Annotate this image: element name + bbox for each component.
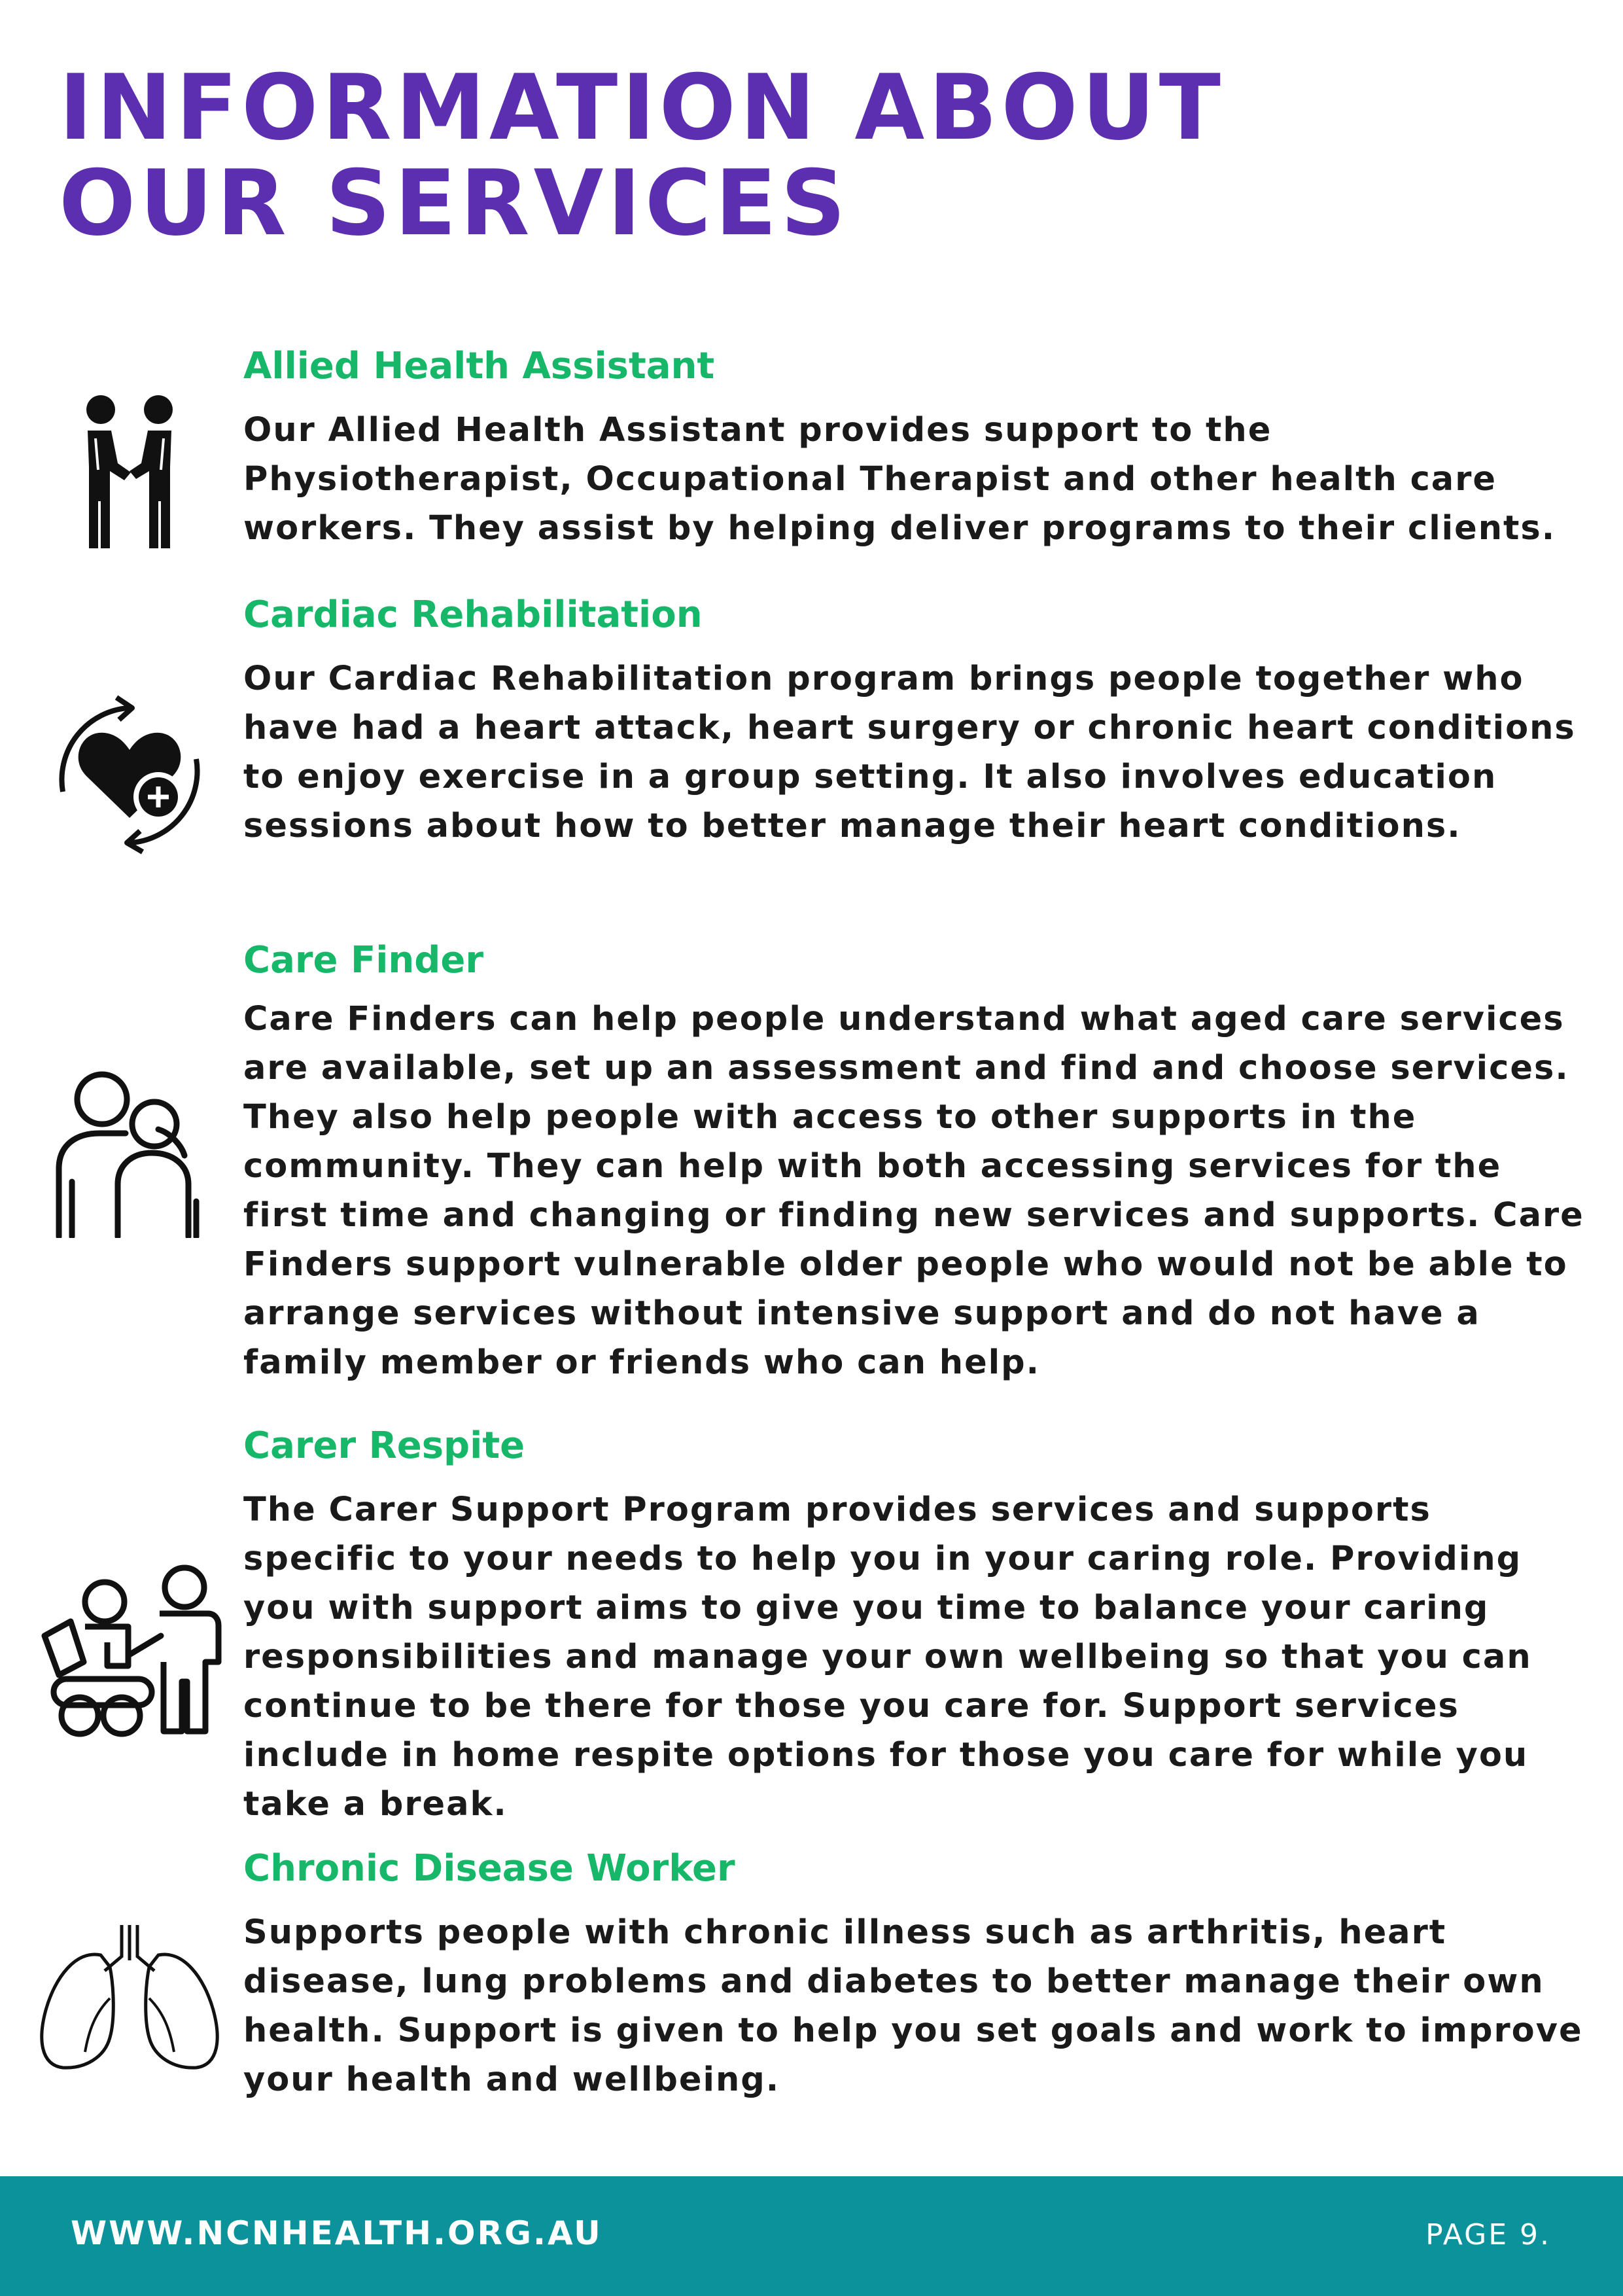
heart-plus-cycle-icon (43, 680, 216, 866)
service-heading: Chronic Disease Worker (243, 1847, 735, 1890)
service-heading: Carer Respite (243, 1424, 525, 1467)
service-description: Care Finders can help people understand what aged care services are available, set up an assessment and find and choose services. They also help people with access to other supports in the community. They can help with both accessing services for the first time and changing or finding new services and supports. Care Finders support vulnerable older people who would not be able to arrange services without intensive support and do not have a family member or friends who can help. (243, 1000, 1584, 1382)
service-heading: Cardiac Rehabilitation (243, 593, 703, 636)
carer-wheelchair-icon (39, 1564, 225, 1740)
two-people-support-icon (54, 1070, 204, 1238)
website-link[interactable]: WWW.NCNHEALTH.ORG.AU (71, 2214, 602, 2252)
lungs-icon (37, 1921, 222, 2073)
service-description: Our Cardiac Rehabilitation program brings people together who have had a heart attack, heart surgery or chronic heart conditions to enjoy exercise in a group setting. It also involves education sessions about how to better manage their heart conditions. (243, 660, 1576, 845)
handshake-people-icon (73, 391, 188, 554)
page-title-line-2: OUR SERVICES (59, 150, 850, 256)
service-heading: Allied Health Assistant (243, 345, 715, 387)
service-description: Our Allied Health Assistant provides support to the Physiotherapist, Occupational Therapist and other health care workers. They assist by helping deliver programs to their clients. (243, 411, 1556, 548)
page-title (59, 55, 1225, 256)
service-heading: Care Finder (243, 939, 483, 981)
service-description: Supports people with chronic illness such as arthritis, heart disease, lung problems and diabetes to better manage their own health. Support is given to help you set goals and work to improve your health and wellbeing. (243, 1913, 1583, 2099)
page-title-line-1: INFORMATION ABOUT (59, 55, 1225, 160)
page-number: PAGE 9. (1425, 2218, 1551, 2252)
service-description: The Carer Support Program provides services and supports specific to your needs to help you in your caring role. Providing you with support aims to give you time to balance your caring responsibilities and manage your own wellbeing so that you can continue to be there for those you care for. Support services include in home respite options for those you care for while you take a break. (243, 1491, 1532, 1824)
page-footer (0, 2176, 1623, 2296)
